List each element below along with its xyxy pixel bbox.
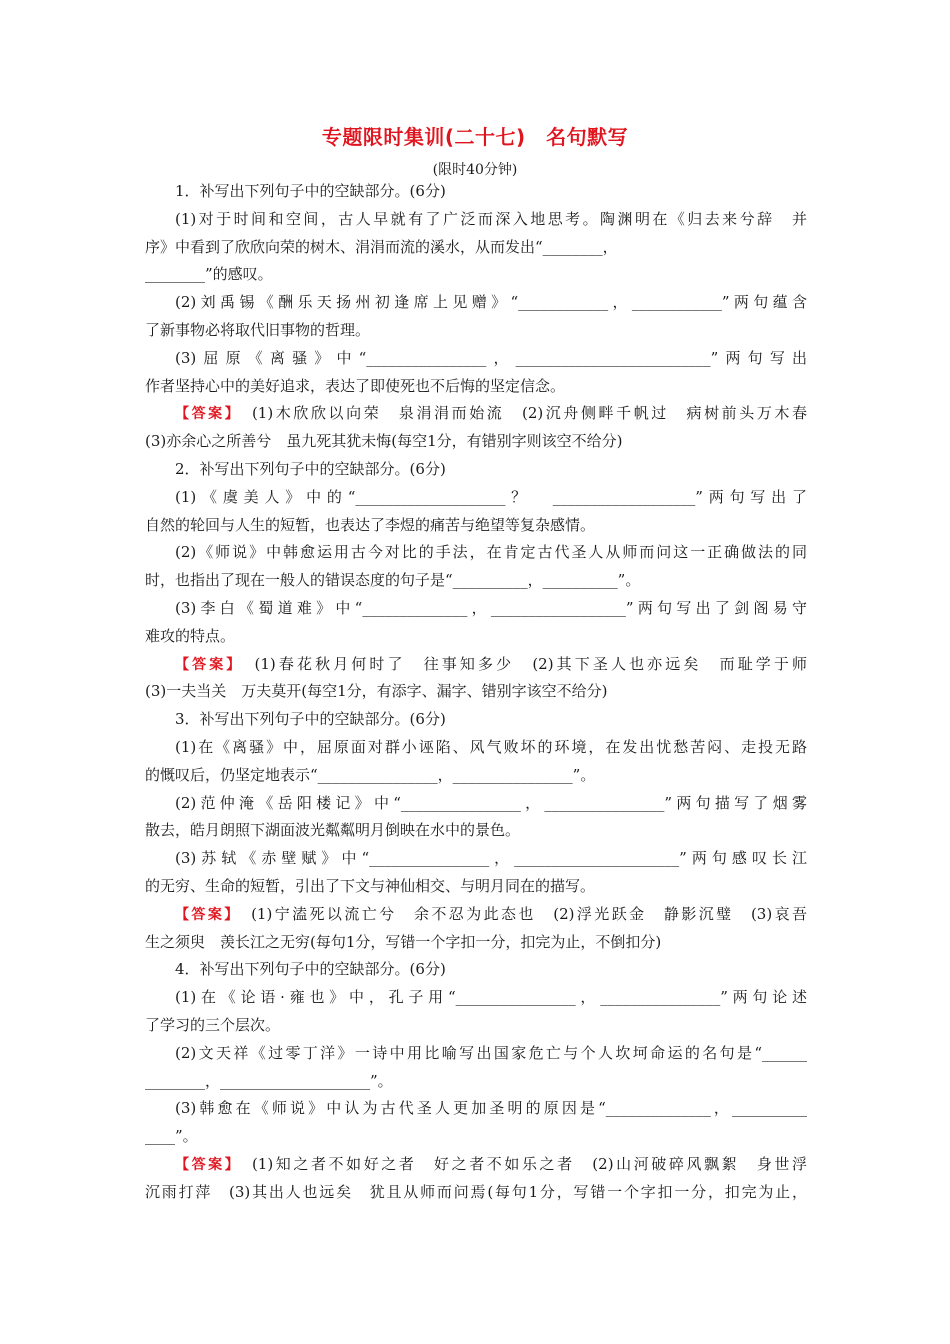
text-line xyxy=(145,289,807,317)
text-line xyxy=(145,234,807,262)
text-line xyxy=(145,845,807,873)
line-text: ________，____________________”。 xyxy=(145,1071,393,1090)
answer-label: 【答案】 xyxy=(175,1156,235,1173)
answer-label: 【答案】 xyxy=(175,406,235,423)
text-line xyxy=(145,428,807,456)
line-text: 2．补写出下列句子中的空缺部分。(6分) xyxy=(175,459,446,478)
answer-line xyxy=(145,400,807,428)
text-line xyxy=(145,929,807,957)
line-text: (1)《虞美人》中的“____________________？ ___________________”两句写出了 xyxy=(175,487,807,506)
text-line xyxy=(145,678,807,706)
line-text: (2)《师说》中韩愈运用古今对比的手法，在肯定古代圣人从师而问这一正确做法的同 xyxy=(175,543,807,562)
line-text: 的无穷、生命的短暂，引出了下文与神仙相交、与明月同在的描写。 xyxy=(145,876,596,895)
page-title: 专题限时集训(二十七) 名句默写 xyxy=(321,125,629,149)
text-line xyxy=(145,567,807,595)
text-line xyxy=(145,206,807,234)
text-line xyxy=(145,456,807,484)
line-text: 散去，皓月朗照下湖面波光粼粼明月倒映在水中的景色。 xyxy=(145,821,521,840)
text-line xyxy=(145,1012,807,1040)
text-line xyxy=(145,956,807,984)
text-line xyxy=(145,1123,807,1151)
line-text: 时，也指出了现在一般人的错误态度的句子是“__________，__________”。 xyxy=(145,571,641,590)
line-text: ________”的感叹。 xyxy=(145,265,273,284)
line-text: (3)屈原《离骚》中“________________，__________________________”两句写出 xyxy=(175,348,807,367)
line-text: 3．补写出下列句子中的空缺部分。(6分) xyxy=(175,710,446,729)
time-limit-note: (限时40分钟) xyxy=(432,162,518,178)
line-text: (1)在《论语·雍也》中，孔子用“________________，________________”两句论述 xyxy=(175,988,807,1007)
text-line xyxy=(145,817,807,845)
text-line xyxy=(145,1040,807,1068)
text-line xyxy=(145,734,807,762)
line-text: 自然的轮回与人生的短暂，也表达了李煜的痛苦与绝望等复杂感情。 xyxy=(145,515,596,534)
text-line xyxy=(145,345,807,373)
line-text: (3)李白《蜀道难》中“______________，__________________”两句写出了剑阁易守 xyxy=(175,598,807,617)
line-text: 序》中看到了欣欣向荣的树木、涓涓而流的溪水，从而发出“________， xyxy=(145,237,618,256)
line-text: 了新事物必将取代旧事物的哲理。 xyxy=(145,320,371,339)
text-line xyxy=(145,178,807,206)
text-line xyxy=(145,873,807,901)
answer-label: 【答案】 xyxy=(175,656,237,673)
question-body xyxy=(145,178,807,1206)
text-line xyxy=(145,373,807,401)
line-text: 生之须臾 羡长江之无穷(每句1分，写错一个字扣一分，扣完为止，不倒扣分) xyxy=(145,932,662,951)
line-text: 了学习的三个层次。 xyxy=(145,1015,281,1034)
answer-line xyxy=(145,901,807,929)
text-line xyxy=(145,1095,807,1123)
line-text: (1)春花秋月何时了 往事知多少 (2)其下圣人也亦远矣 而耻学于师 xyxy=(254,654,807,673)
line-text: 的慨叹后，仍坚定地表示“________________，________________”。 xyxy=(145,765,596,784)
text-line xyxy=(145,261,807,289)
line-text: 作者坚持心中的美好追求，表达了即使死也不后悔的坚定信念。 xyxy=(145,376,566,395)
text-line xyxy=(145,623,807,651)
line-text: ____”。 xyxy=(145,1127,198,1146)
text-line xyxy=(145,984,807,1012)
line-text: 4．补写出下列句子中的空缺部分。(6分) xyxy=(175,960,446,979)
answer-line xyxy=(145,1151,807,1179)
line-text: (1)对于时间和空间，古人早就有了广泛而深入地思考。陶渊明在《归去来兮辞 并 xyxy=(175,209,807,228)
line-text: (2)范仲淹《岳阳楼记》中“________________，________________”两句描写了烟雾 xyxy=(175,793,807,812)
line-text: (2)文天祥《过零丁洋》一诗中用比喻写出国家危亡与个人坎坷命运的名句是“______ xyxy=(175,1043,807,1062)
line-text: (1)在《离骚》中，屈原面对群小诬陷、风气败坏的环境，在发出忧愁苦闷、走投无路 xyxy=(175,737,807,756)
text-line xyxy=(145,790,807,818)
text-line xyxy=(145,595,807,623)
line-text: 难攻的特点。 xyxy=(145,626,236,645)
text-line xyxy=(145,539,807,567)
text-line xyxy=(145,1068,807,1096)
line-text: (3)一夫当关 万夫莫开(每空1分，有添字、漏字、错别字该空不给分) xyxy=(145,682,608,701)
line-text: (1)木欣欣以向荣 泉涓涓而始流 (2)沉舟侧畔千帆过 病树前头万木春 xyxy=(251,404,807,423)
text-line xyxy=(145,512,807,540)
text-line xyxy=(145,484,807,512)
line-text: (1)宁溘死以流亡兮 余不忍为此态也 (2)浮光跃金 静影沉璧 (3)哀吾 xyxy=(251,904,807,923)
line-text: (1)知之者不如好之者 好之者不如乐之者 (2)山河破碎风飘絮 身世浮 xyxy=(251,1154,807,1173)
text-line xyxy=(145,762,807,790)
line-text: (3)亦余心之所善兮 虽九死其犹未悔(每空1分，有错别字则该空不给分) xyxy=(145,432,623,451)
line-text: 1．补写出下列句子中的空缺部分。(6分) xyxy=(175,182,446,200)
line-text: 沉雨打萍 (3)其出人也远矣 犹且从师而问焉(每句1分，写错一个字扣一分，扣完为止， xyxy=(145,1182,807,1201)
text-line xyxy=(145,706,807,734)
line-text: (3)苏轼《赤壁赋》中“________________，______________________”两句感叹长江 xyxy=(175,849,807,868)
answer-line xyxy=(145,651,807,679)
text-line xyxy=(145,317,807,345)
line-text: (2)刘禹锡《酬乐天扬州初逢席上见赠》“____________，____________”两句蕴含 xyxy=(175,293,807,312)
text-line xyxy=(145,1179,807,1207)
line-text: (3)韩愈在《师说》中认为古代圣人更加圣明的原因是“______________，__________ xyxy=(175,1099,807,1118)
answer-label: 【答案】 xyxy=(175,906,234,923)
